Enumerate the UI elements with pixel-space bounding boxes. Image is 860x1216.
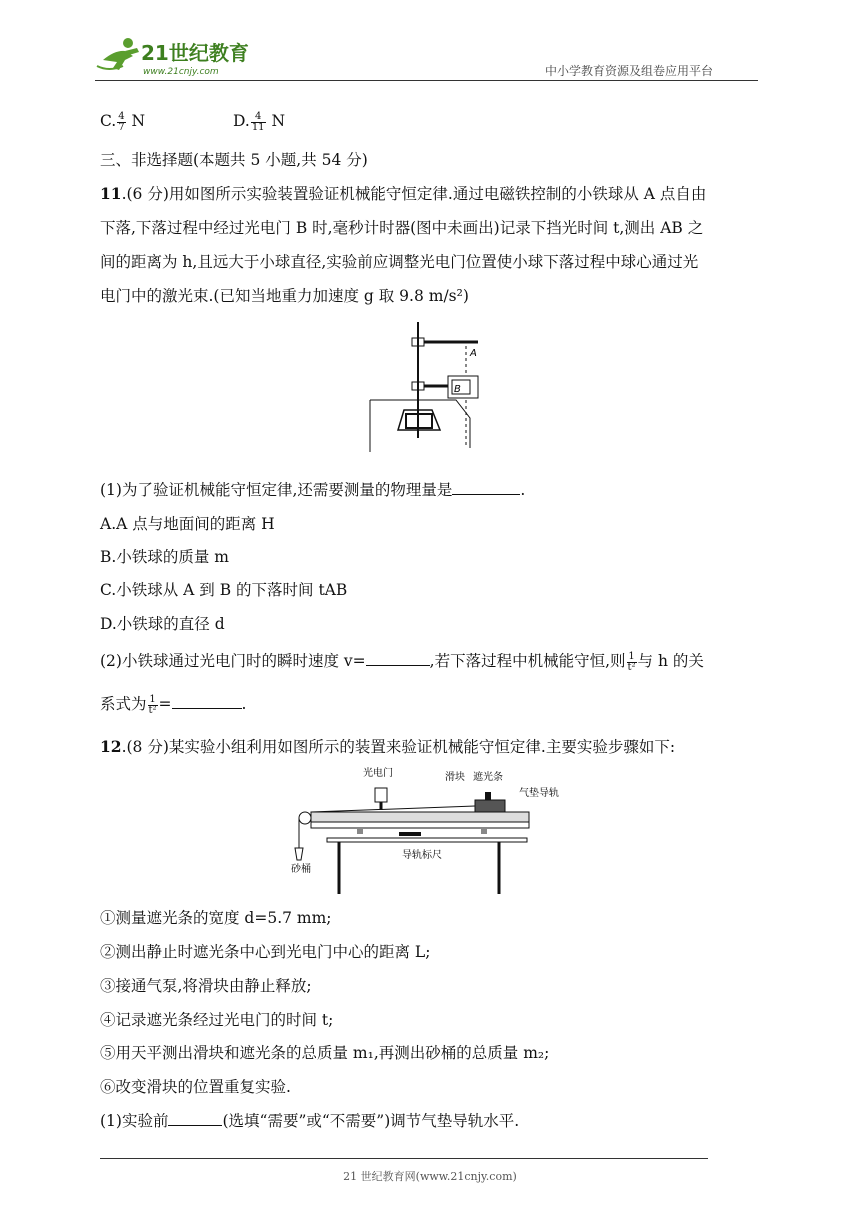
svg-text:遮光条: 遮光条 <box>473 772 503 783</box>
q12-intro: 12.(8 分)某实验小组利用如图所示的装置来验证机械能守恒定律.主要实验步骤如下: <box>100 737 676 756</box>
q11-apparatus-figure <box>370 318 477 452</box>
q11-sub2-line2: 系式为 $\frac{1}{\text{t²}}$ = . <box>100 693 247 716</box>
q11-line2: 下落,下落过程中经过光电门 B 时,毫秒计时器(图中未画出)记录下挡光时间 t,测出 AB 之 <box>100 219 704 237</box>
q11-sub2-line1: (2)小铁球通过光电门时的瞬时速度 v= ,若下落过程中机械能守恒,则 $\frac{1}{\text{t²}}$ 与 h 的关 <box>100 650 704 673</box>
q11-sub1: (1)为了验证机械能守恒定律,还需要测量的物理量是 . <box>100 481 526 499</box>
footer-divider <box>100 1158 708 1159</box>
svg-text:导轨标尺: 导轨标尺 <box>402 850 442 861</box>
q12-sub1: (1)实验前 (选填“需要”或“不需要”)调节气垫导轨水平. <box>100 1112 520 1130</box>
q12-step2: ②测出静止时遮光条中心到光电门中心的距离 L; <box>100 943 431 961</box>
q12-step4: ④记录遮光条经过光电门的时间 t; <box>100 1011 334 1029</box>
q12-air-track-figure <box>287 762 559 898</box>
header-platform-text: 中小学教育资源及组卷应用平台 <box>545 64 714 78</box>
svg-text:A: A <box>470 348 477 359</box>
q11-option-c: C.小铁球从 A 到 B 的下落时间 tAB <box>100 581 348 599</box>
q11-option-b: B.小铁球的质量 m <box>100 548 229 566</box>
logo-url: www.21cnjy.com <box>143 67 219 77</box>
q11-line3: 间的距离为 h,且远大于小球直径,实验前应调整光电门位置使小球下落过程中球心通过光 <box>100 253 699 271</box>
svg-text:滑块: 滑块 <box>445 772 465 783</box>
q12-step3: ③接通气泵,将滑块由静止释放; <box>100 977 312 995</box>
q12-step6: ⑥改变滑块的位置重复实验. <box>100 1078 291 1096</box>
q11-option-a: A.A 点与地面间的距离 H <box>100 515 275 533</box>
footer-text: 21 世纪教育网(www.21cnjy.com) <box>343 1170 517 1183</box>
runner-icon <box>97 38 139 70</box>
svg-text:砂桶: 砂桶 <box>291 864 311 875</box>
q11-line1: 11.(6 分)用如图所示实验装置验证机械能守恒定律.通过电磁铁控制的小铁球从 A 点自由 <box>100 184 707 203</box>
svg-text:光电门: 光电门 <box>363 768 393 779</box>
svg-text:气垫导轨: 气垫导轨 <box>519 788 559 799</box>
q11-line4: 电门中的激光束.(已知当地重力加速度 g 取 9.8 m/s²) <box>100 287 469 305</box>
header-divider <box>95 80 758 81</box>
q11-option-d: D.小铁球的直径 d <box>100 615 225 633</box>
site-logo <box>95 36 265 80</box>
q12-step5: ⑤用天平测出滑块和遮光条的总质量 m₁,再测出砂桶的总质量 m₂; <box>100 1044 550 1062</box>
option-c: C. $\frac{4}{7}$ N <box>100 110 146 133</box>
q12-step1: ①测量遮光条的宽度 d=5.7 mm; <box>100 909 332 927</box>
svg-text:B: B <box>454 384 461 395</box>
section-title: 三、非选择题(本题共 5 小题,共 54 分) <box>100 151 368 169</box>
option-d: D. $\frac{4}{11}$ N <box>233 110 286 133</box>
logo-text: 21世纪教育 <box>141 41 249 65</box>
